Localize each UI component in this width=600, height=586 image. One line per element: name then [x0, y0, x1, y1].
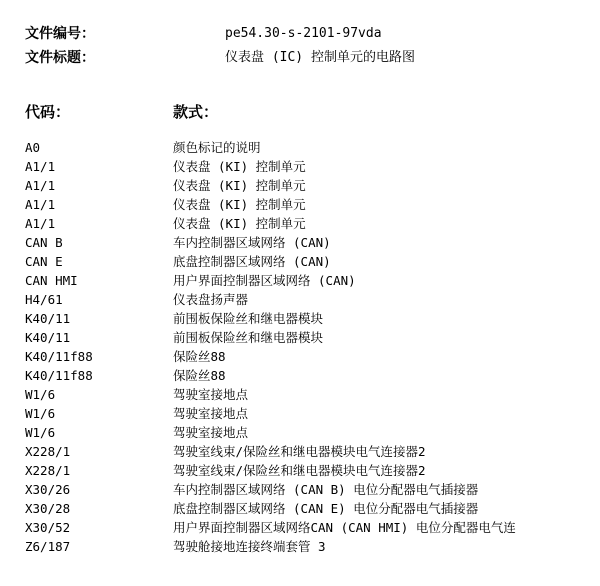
table-row [25, 404, 600, 423]
row-description: 驾驶室接地点 [173, 406, 249, 421]
table-row [25, 271, 600, 290]
row-description: 驾驶室接地点 [173, 425, 249, 440]
table-row [25, 290, 600, 309]
row-description: 驾驶舱接地连接终端套管 3 [173, 539, 326, 554]
row-description: 驾驶室线束/保险丝和继电器模块电气连接器2 [173, 444, 426, 459]
row-code: K40/11f88 [25, 368, 93, 383]
table-row [25, 252, 600, 271]
table-row [25, 537, 600, 556]
table-row [25, 499, 600, 518]
table-row [25, 138, 600, 157]
row-description: 前围板保险丝和继电器模块 [173, 330, 324, 345]
row-description: 车内控制器区域网络 (CAN B) 电位分配器电气插接器 [173, 482, 479, 497]
row-code: A1/1 [25, 216, 56, 231]
row-code: K40/11 [25, 311, 71, 326]
table-row [25, 309, 600, 328]
table-row [25, 328, 600, 347]
table-row [25, 214, 600, 233]
row-description: 仪表盘 (KI) 控制单元 [173, 159, 306, 174]
table-row [25, 518, 600, 537]
row-code: W1/6 [25, 425, 56, 440]
table-body [25, 138, 600, 556]
row-description: 保险丝88 [173, 368, 226, 383]
row-description: 颜色标记的说明 [173, 140, 261, 155]
style-column-header: 款式： [173, 103, 219, 121]
doc-number-label: 文件编号： [25, 26, 95, 42]
row-description: 用户界面控制器区域网络CAN (CAN HMI) 电位分配器电气连 [173, 520, 516, 535]
doc-number-value: pe54.30-s-2101-97vda [225, 26, 382, 41]
row-code: X228/1 [25, 463, 71, 478]
row-code: W1/6 [25, 387, 56, 402]
row-code: X228/1 [25, 444, 71, 459]
row-description: 底盘控制器区域网络 (CAN E) 电位分配器电气插接器 [173, 501, 479, 516]
row-description: 车内控制器区域网络 (CAN) [173, 235, 331, 250]
row-code: H4/61 [25, 292, 63, 307]
table-row [25, 461, 600, 480]
table-row [25, 423, 600, 442]
row-description: 底盘控制器区域网络 (CAN) [173, 254, 331, 269]
doc-title-value: 仪表盘 (IC) 控制单元的电路图 [225, 50, 415, 65]
row-code: A1/1 [25, 197, 56, 212]
table-row [25, 442, 600, 461]
doc-title-label: 文件标题： [25, 50, 95, 66]
table-row [25, 176, 600, 195]
row-code: X30/26 [25, 482, 71, 497]
row-description: 用户界面控制器区域网络 (CAN) [173, 273, 356, 288]
table-row [25, 480, 600, 499]
row-description: 仪表盘 (KI) 控制单元 [173, 197, 306, 212]
row-code: K40/11 [25, 330, 71, 345]
table-row [25, 366, 600, 385]
row-description: 仪表盘 (KI) 控制单元 [173, 178, 306, 193]
row-code: A1/1 [25, 178, 56, 193]
row-code: A1/1 [25, 159, 56, 174]
row-code: A0 [25, 140, 41, 155]
row-description: 仪表盘 (KI) 控制单元 [173, 216, 306, 231]
table-header [25, 101, 585, 123]
table-row [25, 385, 600, 404]
row-code: X30/52 [25, 520, 71, 535]
row-description: 驾驶室线束/保险丝和继电器模块电气连接器2 [173, 463, 426, 478]
row-code: CAN HMI [25, 273, 78, 288]
table-row [25, 195, 600, 214]
row-code: CAN E [25, 254, 63, 269]
row-code: CAN B [25, 235, 63, 250]
row-code: W1/6 [25, 406, 56, 421]
row-code: Z6/187 [25, 539, 71, 554]
code-column-header: 代码： [25, 103, 71, 121]
table-row [25, 233, 600, 252]
row-description: 驾驶室接地点 [173, 387, 249, 402]
table-row [25, 347, 600, 366]
table-row [25, 157, 600, 176]
row-code: K40/11f88 [25, 349, 93, 364]
row-description: 仪表盘扬声器 [173, 292, 249, 307]
row-code: X30/28 [25, 501, 71, 516]
row-description: 前围板保险丝和继电器模块 [173, 311, 324, 326]
row-description: 保险丝88 [173, 349, 226, 364]
